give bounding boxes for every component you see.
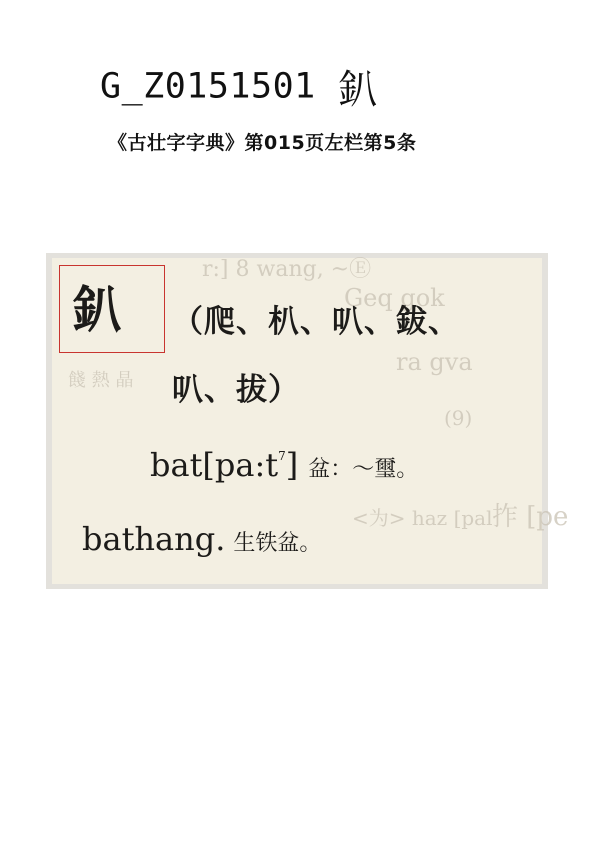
example-line: [82, 520, 321, 558]
entry-character: 釟: [337, 67, 378, 113]
bleed-text: <为> haz [pal: [352, 506, 493, 530]
bleed-text: (9): [444, 406, 473, 430]
source-citation: 《古壮字字典》第015页左栏第5条: [108, 132, 417, 154]
entry-heading: [100, 58, 560, 113]
bleed-text: 餞 熱 晶: [68, 370, 134, 391]
tone-number: 7: [278, 449, 286, 464]
bleed-text: ra gva: [396, 348, 473, 376]
variant-characters-line1: （爬、朳、叭、鈸、: [172, 304, 460, 340]
example-definition: 生铁盆。: [233, 531, 322, 556]
pronunciation-line: [150, 446, 418, 484]
bleed-text: 拃 [pe: [492, 502, 569, 532]
pronunciation-word: bat: [150, 446, 203, 484]
pronunciation-ipa: [pa:t: [202, 446, 279, 484]
bleed-text: r:] 8 wang, ~Ⓔ: [202, 257, 372, 282]
ipa-close-bracket: ]: [285, 446, 299, 484]
example-word: bathang.: [82, 520, 226, 558]
scan-page: [52, 257, 569, 584]
variant-characters-line2: 叭、拔）: [172, 372, 300, 408]
bleed-text: Geq gok: [344, 284, 445, 312]
dictionary-scan: [46, 253, 569, 589]
definition-text: 盆：～璽。: [308, 457, 419, 482]
headword-character: 釟: [72, 281, 122, 339]
entry-code: G_Z0151501: [100, 66, 316, 107]
